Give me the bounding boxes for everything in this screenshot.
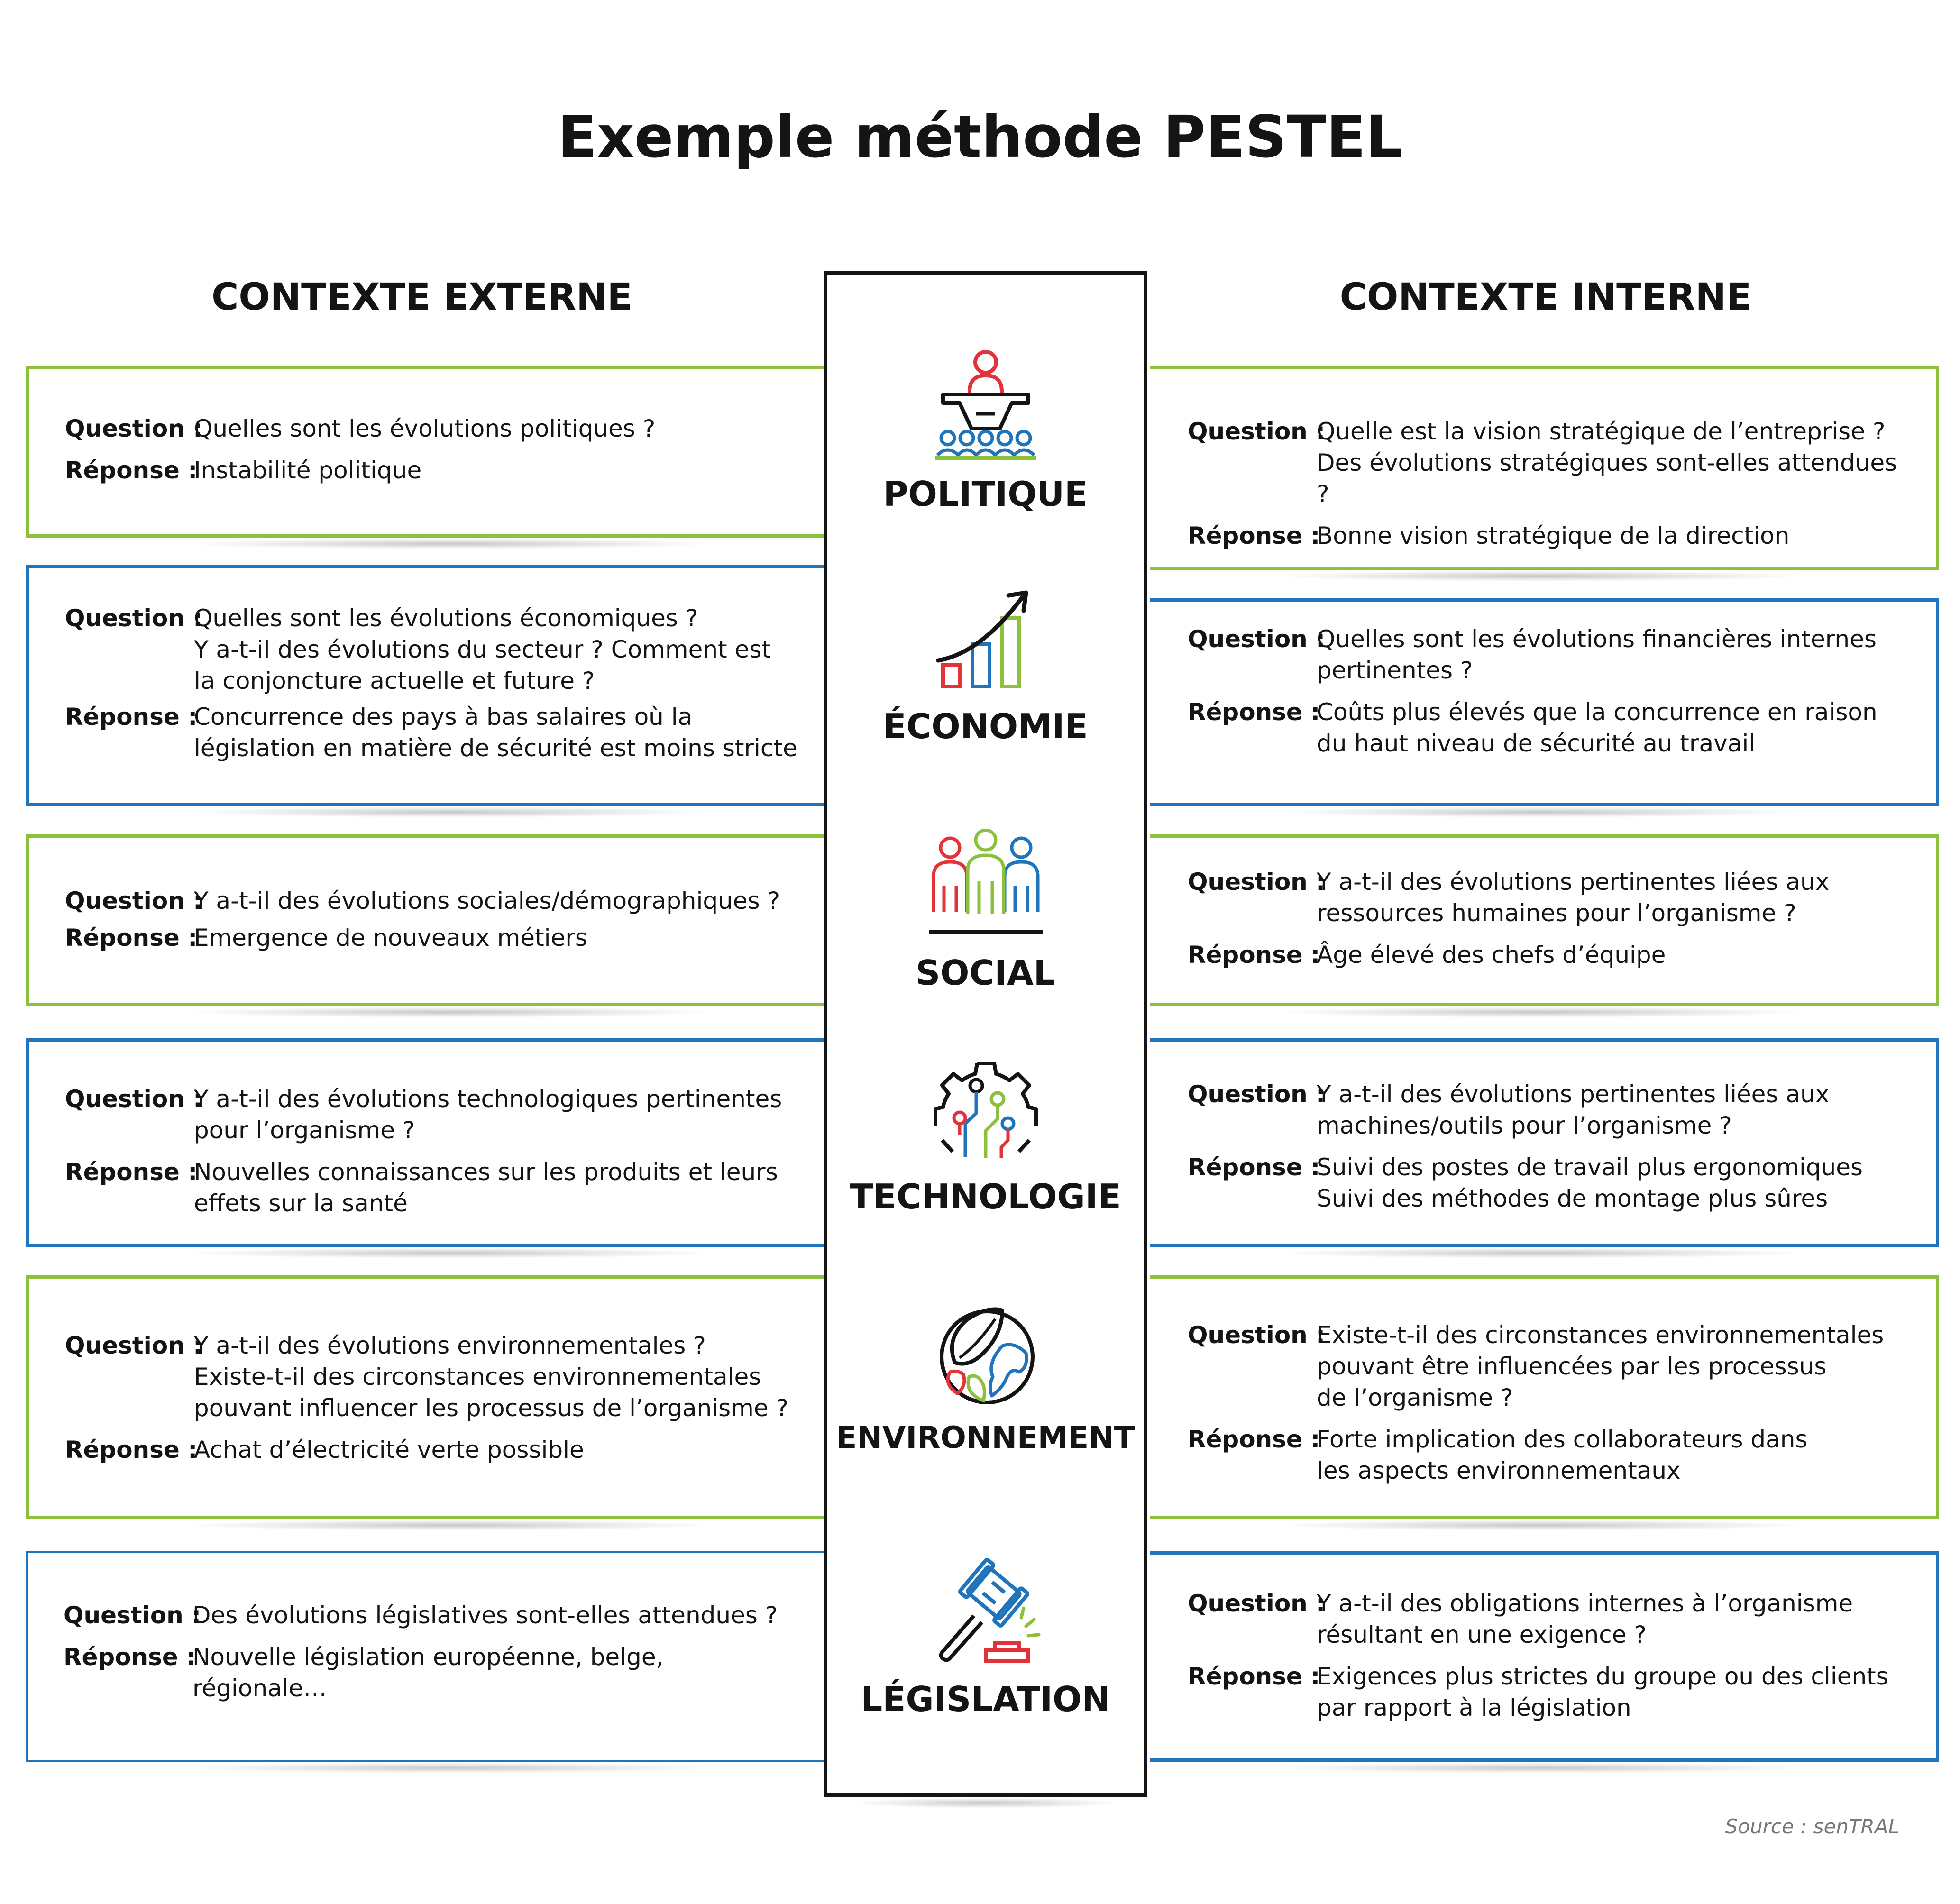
answer-text: Exigences plus strictes du groupe ou des clients par rapport à la législation xyxy=(1317,1663,1888,1721)
answer-text: Instabilité politique xyxy=(194,457,422,484)
page-title: Exemple méthode PESTEL xyxy=(557,103,1403,171)
people-group-icon xyxy=(924,829,1047,943)
question-label: Question : xyxy=(65,604,203,632)
question-text: Quelle est la vision stratégique de l’entreprise ? Des évolutions stratégiques sont-elles attendues ? xyxy=(1317,418,1897,508)
answer-label: Réponse : xyxy=(1188,1426,1320,1453)
card-shadow xyxy=(190,1763,711,1773)
answer-label: Réponse : xyxy=(1188,698,1320,726)
category-label: ÉCONOMIE xyxy=(883,706,1088,746)
internal-card-economie xyxy=(1150,598,1939,806)
question-label: Question : xyxy=(65,1332,203,1359)
answer-text: Forte implication des collaborateurs dans les aspects environnementaux xyxy=(1317,1426,1808,1484)
source-credit: Source : senTRAL xyxy=(1725,1815,1899,1838)
external-card-environnement xyxy=(26,1275,827,1519)
question-text: Y a-t-il des évolutions technologiques pertinentes pour l’organisme ? xyxy=(194,1085,782,1144)
card-shadow xyxy=(190,1007,711,1017)
card-shadow xyxy=(1280,1520,1802,1530)
internal-card-social xyxy=(1150,834,1939,1006)
answer-label: Réponse : xyxy=(65,703,198,731)
category-legislation xyxy=(827,1555,1144,1719)
question-text: Quelles sont les évolutions financières internes pertinentes ? xyxy=(1317,625,1877,684)
center-shadow xyxy=(853,1798,1119,1808)
question-text: Des évolutions législatives sont-elles attendues ? xyxy=(192,1602,778,1629)
internal-context-header: CONTEXTE INTERNE xyxy=(1339,276,1752,319)
question-label: Question : xyxy=(65,415,203,442)
question-text: Quelles sont les évolutions politiques ? xyxy=(194,415,656,442)
question-label: Question : xyxy=(65,887,203,915)
pestel-center-column xyxy=(824,271,1147,1797)
external-card-economie xyxy=(26,565,827,806)
external-context-header: CONTEXTE EXTERNE xyxy=(211,276,632,319)
question-label: Question : xyxy=(1188,1080,1326,1108)
question-text: Quelles sont les évolutions économiques ? Y a-t-il des évolutions du secteur ? Comment est la conjoncture actuelle et future ? xyxy=(194,604,771,695)
answer-label: Réponse : xyxy=(1188,941,1320,969)
question-text: Y a-t-il des évolutions environnementales ? Existe-t-il des circonstances environnementales pouvant influencer les processus de l’organisme ? xyxy=(194,1332,789,1422)
answer-label: Réponse : xyxy=(65,1436,198,1464)
question-label: Question : xyxy=(65,1085,203,1113)
answer-label: Réponse : xyxy=(64,1643,196,1671)
category-politique xyxy=(827,345,1144,514)
answer-text: Emergence de nouveaux métiers xyxy=(194,924,587,952)
card-shadow xyxy=(190,1248,711,1258)
category-label: TECHNOLOGIE xyxy=(850,1177,1121,1217)
answer-text: Achat d’électricité verte possible xyxy=(194,1436,584,1464)
growth-chart-icon xyxy=(929,582,1043,696)
question-label: Question : xyxy=(1188,1590,1326,1617)
category-social xyxy=(827,829,1144,993)
answer-text: Nouvelle législation européenne, belge, régionale… xyxy=(192,1643,664,1702)
question-text: Y a-t-il des évolutions pertinentes liées aux ressources humaines pour l’organisme ? xyxy=(1317,868,1830,927)
internal-card-technologie xyxy=(1150,1038,1939,1247)
card-shadow xyxy=(1280,571,1802,581)
question-text: Y a-t-il des obligations internes à l’organisme résultant en une exigence ? xyxy=(1317,1590,1853,1648)
question-text: Y a-t-il des évolutions pertinentes liées aux machines/outils pour l’organisme ? xyxy=(1317,1080,1830,1139)
leaf-globe-icon xyxy=(931,1301,1040,1410)
category-label: SOCIAL xyxy=(916,953,1055,993)
category-technologie xyxy=(827,1057,1144,1217)
answer-text: Concurrence des pays à bas salaires où la législation en matière de sécurité est moins stricte xyxy=(194,703,797,762)
card-shadow xyxy=(190,539,711,549)
question-label: Question : xyxy=(1188,1321,1326,1349)
internal-card-environnement xyxy=(1150,1275,1939,1519)
card-shadow xyxy=(1280,807,1802,817)
gavel-icon xyxy=(929,1555,1043,1669)
question-label: Question : xyxy=(1188,868,1326,896)
category-label: LÉGISLATION xyxy=(861,1679,1110,1719)
internal-card-legislation xyxy=(1150,1551,1939,1762)
podium-speaker-icon xyxy=(929,345,1043,464)
answer-label: Réponse : xyxy=(65,1158,198,1186)
answer-text: Âge élevé des chefs d’équipe xyxy=(1317,941,1666,969)
answer-text: Coûts plus élevés que la concurrence en raison du haut niveau de sécurité au travail xyxy=(1317,698,1878,757)
answer-text: Suivi des postes de travail plus ergonomiques Suivi des méthodes de montage plus sûres xyxy=(1317,1153,1863,1212)
answer-text: Nouvelles connaissances sur les produits et leurs effets sur la santé xyxy=(194,1158,778,1217)
question-label: Question : xyxy=(1188,625,1326,653)
answer-label: Réponse : xyxy=(65,924,198,952)
gear-circuit-icon xyxy=(931,1057,1040,1166)
question-text: Y a-t-il des évolutions sociales/démographiques ? xyxy=(194,887,780,915)
category-economie xyxy=(827,582,1144,746)
external-card-politique xyxy=(26,366,827,538)
question-label: Question : xyxy=(64,1602,201,1629)
answer-label: Réponse : xyxy=(1188,1663,1320,1690)
category-environnement xyxy=(827,1301,1144,1455)
card-shadow xyxy=(190,807,711,817)
card-shadow xyxy=(1280,1763,1802,1773)
category-label: POLITIQUE xyxy=(883,474,1088,514)
question-label: Question : xyxy=(1188,418,1326,445)
answer-text: Bonne vision stratégique de la direction xyxy=(1317,522,1790,549)
answer-label: Réponse : xyxy=(1188,1153,1320,1181)
external-card-technologie xyxy=(26,1038,827,1247)
answer-label: Réponse : xyxy=(1188,522,1320,549)
category-label: ENVIRONNEMENT xyxy=(836,1420,1135,1455)
card-shadow xyxy=(1280,1007,1802,1017)
external-card-social xyxy=(26,834,827,1006)
internal-card-politique xyxy=(1150,366,1939,570)
card-shadow xyxy=(190,1520,711,1530)
card-shadow xyxy=(1280,1248,1802,1258)
external-card-legislation xyxy=(26,1551,827,1762)
answer-label: Réponse : xyxy=(65,457,198,484)
question-text: Existe-t-il des circonstances environnementales pouvant être influencées par les processus de l’organisme ? xyxy=(1317,1321,1884,1411)
